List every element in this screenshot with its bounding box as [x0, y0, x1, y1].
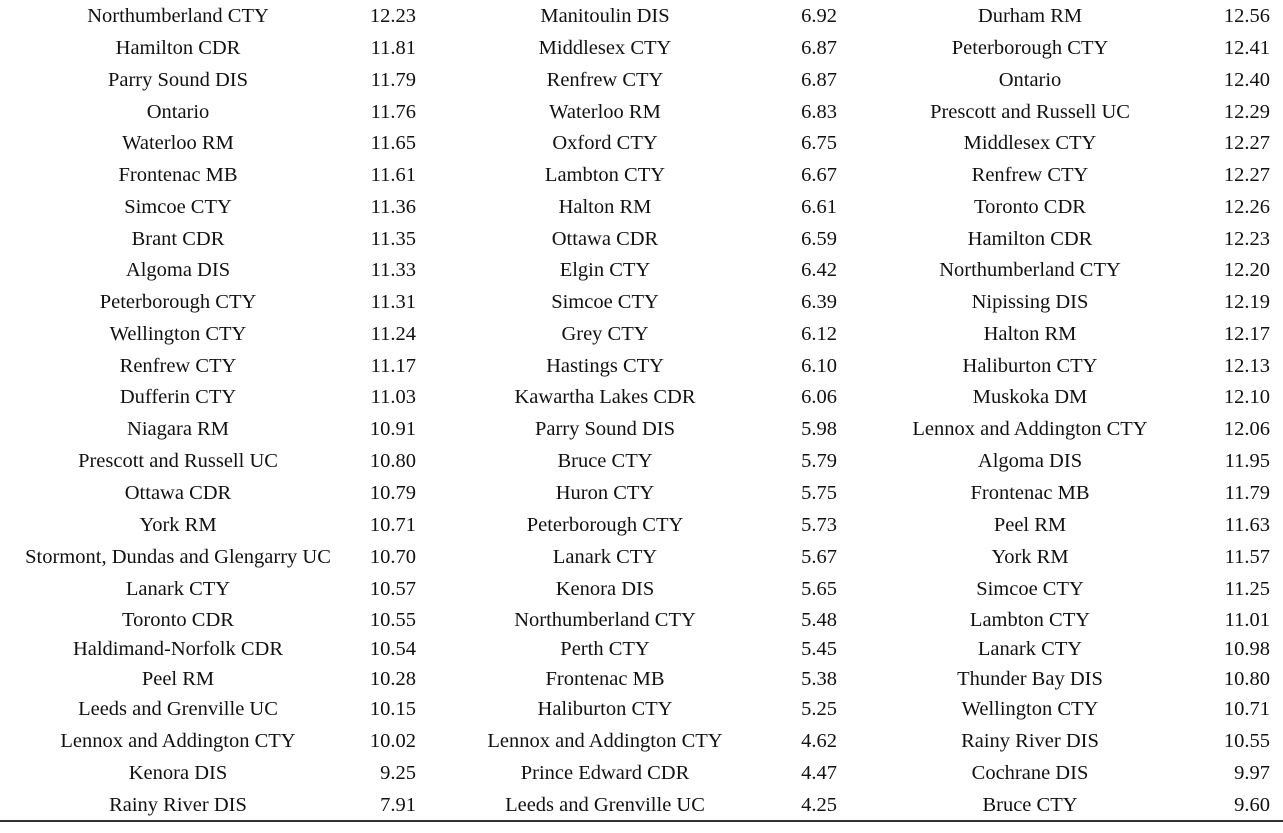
- region-value: 5.38: [801, 668, 837, 690]
- region-value: 10.71: [369, 514, 416, 536]
- region-name: Nipissing DIS: [971, 291, 1089, 313]
- region-name: Thunder Bay DIS: [957, 668, 1103, 690]
- region-name: Hamilton CDR: [115, 37, 241, 59]
- region-name: Kawartha Lakes CDR: [514, 386, 696, 408]
- region-name: York RM: [991, 546, 1069, 568]
- region-value: 5.75: [801, 482, 837, 504]
- table-row: [430, 757, 860, 789]
- region-value: 12.41: [1223, 37, 1270, 59]
- table-row: [430, 663, 860, 695]
- table-row: [430, 254, 860, 286]
- table-row: [860, 789, 1283, 821]
- region-value: 11.03: [370, 386, 416, 408]
- region-name: Peterborough CTY: [99, 291, 257, 313]
- region-name: Huron CTY: [555, 482, 655, 504]
- region-value: 5.48: [801, 609, 837, 631]
- region-name: Lennox and Addington CTY: [912, 418, 1148, 440]
- table-row: [860, 318, 1283, 350]
- table-row: [0, 64, 430, 96]
- table-row: [860, 127, 1283, 159]
- table-row: [430, 159, 860, 191]
- region-value: 6.42: [801, 259, 837, 281]
- table-row: [430, 477, 860, 509]
- region-value: 12.20: [1223, 259, 1270, 281]
- table-row: [0, 509, 430, 541]
- table-row: [860, 477, 1283, 509]
- region-name: Lanark CTY: [125, 578, 231, 600]
- region-value: 5.79: [801, 450, 837, 472]
- region-value: 5.45: [801, 638, 837, 660]
- table-row: [860, 509, 1283, 541]
- region-name: Ottawa CDR: [124, 482, 232, 504]
- region-value: 10.91: [369, 418, 416, 440]
- table-row: [430, 64, 860, 96]
- region-value: 6.75: [801, 132, 837, 154]
- region-name: Frontenac MB: [545, 668, 665, 690]
- region-name: Grey CTY: [561, 323, 649, 345]
- region-name: Wellington CTY: [961, 698, 1099, 720]
- table-row: [430, 191, 860, 223]
- region-value: 9.97: [1234, 762, 1270, 784]
- region-name: Cochrane DIS: [971, 762, 1089, 784]
- table-row: [860, 663, 1283, 695]
- region-name: Lennox and Addington CTY: [60, 730, 296, 752]
- region-name: Perth CTY: [560, 638, 650, 660]
- table-row: [430, 633, 860, 665]
- region-value: 6.12: [801, 323, 837, 345]
- region-name: Waterloo RM: [549, 101, 661, 123]
- table-row: [430, 725, 860, 757]
- region-name: Oxford CTY: [552, 132, 658, 154]
- table-row: [0, 633, 430, 665]
- table-row: [0, 223, 430, 255]
- region-name: Durham RM: [977, 5, 1083, 27]
- table-row: [430, 541, 860, 573]
- table-column-2: [430, 0, 860, 821]
- region-name: Muskoka DM: [972, 386, 1088, 408]
- region-value: 10.28: [369, 668, 416, 690]
- region-value: 11.57: [1224, 546, 1270, 568]
- region-name: Lambton CTY: [969, 609, 1091, 631]
- region-name: Rainy River DIS: [961, 730, 1099, 752]
- table-row: [430, 789, 860, 821]
- region-name: Middlesex CTY: [538, 37, 672, 59]
- region-value: 11.31: [370, 291, 416, 313]
- table-row: [430, 693, 860, 725]
- region-value: 11.17: [370, 355, 416, 377]
- table-row: [0, 663, 430, 695]
- region-value: 12.17: [1223, 323, 1270, 345]
- region-value: 9.25: [380, 762, 416, 784]
- table-row: [0, 413, 430, 445]
- table-row: [430, 445, 860, 477]
- region-name: Ottawa CDR: [551, 228, 659, 250]
- table-row: [430, 604, 860, 636]
- region-name: Algoma DIS: [977, 450, 1083, 472]
- region-value: 10.15: [369, 698, 416, 720]
- region-value: 11.95: [1224, 450, 1270, 472]
- region-name: Bruce CTY: [982, 794, 1078, 816]
- region-value: 12.26: [1223, 196, 1270, 218]
- table-row: [0, 191, 430, 223]
- region-value: 11.65: [370, 132, 416, 154]
- region-value: 10.70: [369, 546, 416, 568]
- region-value: 11.81: [370, 37, 416, 59]
- region-name: Lanark CTY: [977, 638, 1083, 660]
- table-bottom-rule: [0, 820, 1283, 822]
- region-name: Parry Sound DIS: [107, 69, 249, 91]
- region-value: 12.27: [1223, 132, 1270, 154]
- region-value: 12.29: [1223, 101, 1270, 123]
- region-name: Northumberland CTY: [939, 259, 1121, 281]
- region-value: 10.02: [369, 730, 416, 752]
- region-name: Northumberland CTY: [514, 609, 696, 631]
- region-name: Bruce CTY: [557, 450, 653, 472]
- region-name: Lambton CTY: [544, 164, 666, 186]
- region-name: Kenora DIS: [128, 762, 228, 784]
- table-row: [0, 381, 430, 413]
- region-value: 10.57: [369, 578, 416, 600]
- region-value: 12.56: [1223, 5, 1270, 27]
- table-row: [860, 757, 1283, 789]
- table-row: [860, 64, 1283, 96]
- region-value: 10.54: [369, 638, 416, 660]
- table-row: [860, 350, 1283, 382]
- table-row: [860, 604, 1283, 636]
- region-value: 6.87: [801, 69, 837, 91]
- region-name: Toronto CDR: [122, 609, 234, 631]
- table-row: [0, 693, 430, 725]
- region-name: Haliburton CTY: [962, 355, 1098, 377]
- table-row: [860, 0, 1283, 32]
- region-name: Prince Edward CDR: [520, 762, 690, 784]
- region-name: Prescott and Russell UC: [930, 101, 1130, 123]
- region-value: 4.25: [801, 794, 837, 816]
- region-value: 6.67: [801, 164, 837, 186]
- region-name: Wellington CTY: [109, 323, 247, 345]
- table-row: [0, 286, 430, 318]
- region-name: Peel RM: [993, 514, 1067, 536]
- region-value: 12.27: [1223, 164, 1270, 186]
- region-name: Simcoe CTY: [551, 291, 659, 313]
- table-row: [860, 693, 1283, 725]
- table-row: [0, 573, 430, 605]
- region-value: 5.73: [801, 514, 837, 536]
- region-value: 12.06: [1223, 418, 1270, 440]
- region-value: 11.36: [370, 196, 416, 218]
- region-value: 5.65: [801, 578, 837, 600]
- table-row: [860, 96, 1283, 128]
- table-row: [0, 604, 430, 636]
- region-value: 11.33: [370, 259, 416, 281]
- table-row: [0, 445, 430, 477]
- region-name: Toronto CDR: [974, 196, 1086, 218]
- table-row: [0, 789, 430, 821]
- region-value: 6.83: [801, 101, 837, 123]
- region-name: Brant CDR: [131, 228, 225, 250]
- region-name: Renfrew CTY: [119, 355, 237, 377]
- table-row: [0, 318, 430, 350]
- table-row: [0, 757, 430, 789]
- region-name: Dufferin CTY: [119, 386, 237, 408]
- region-name: Prescott and Russell UC: [78, 450, 278, 472]
- region-value: 10.80: [1223, 668, 1270, 690]
- table-row: [0, 159, 430, 191]
- table-row: [860, 573, 1283, 605]
- table-row: [0, 725, 430, 757]
- region-name: Northumberland CTY: [87, 5, 269, 27]
- region-name: Lennox and Addington CTY: [487, 730, 723, 752]
- table-row: [860, 223, 1283, 255]
- region-name: Middlesex CTY: [963, 132, 1097, 154]
- table-column-3: [860, 0, 1283, 821]
- region-name: Hamilton CDR: [967, 228, 1093, 250]
- region-value: 11.35: [370, 228, 416, 250]
- table-row: [430, 286, 860, 318]
- table-row: [430, 127, 860, 159]
- region-value: 11.79: [1224, 482, 1270, 504]
- region-name: Peel RM: [141, 668, 215, 690]
- region-name: Haldimand-Norfolk CDR: [72, 638, 284, 660]
- region-value: 6.92: [801, 5, 837, 27]
- region-name: Frontenac MB: [970, 482, 1090, 504]
- region-name: Niagara RM: [127, 418, 229, 440]
- region-name: Algoma DIS: [125, 259, 231, 281]
- region-name: Leeds and Grenville UC: [505, 794, 705, 816]
- region-value: 12.10: [1223, 386, 1270, 408]
- region-name: York RM: [139, 514, 217, 536]
- region-name: Haliburton CTY: [537, 698, 673, 720]
- region-name: Manitoulin DIS: [540, 5, 670, 27]
- region-value: 10.55: [1223, 730, 1270, 752]
- region-value: 12.13: [1223, 355, 1270, 377]
- table-row: [430, 96, 860, 128]
- region-name: Halton RM: [983, 323, 1077, 345]
- table-row: [430, 381, 860, 413]
- table-row: [0, 254, 430, 286]
- region-value: 11.61: [370, 164, 416, 186]
- region-name: Lanark CTY: [552, 546, 658, 568]
- region-name: Peterborough CTY: [951, 37, 1109, 59]
- table-row: [0, 0, 430, 32]
- table-row: [860, 286, 1283, 318]
- region-name: Simcoe CTY: [124, 196, 232, 218]
- table-row: [0, 96, 430, 128]
- table-row: [860, 725, 1283, 757]
- region-value: 11.24: [370, 323, 416, 345]
- region-value: 11.01: [1224, 609, 1270, 631]
- table-row: [860, 32, 1283, 64]
- table-row: [430, 573, 860, 605]
- region-value: 6.06: [801, 386, 837, 408]
- region-name: Halton RM: [558, 196, 652, 218]
- table-row: [860, 541, 1283, 573]
- region-value: 10.71: [1223, 698, 1270, 720]
- table-row: [430, 350, 860, 382]
- region-name: Rainy River DIS: [109, 794, 247, 816]
- region-value: 7.91: [380, 794, 416, 816]
- table-row: [860, 159, 1283, 191]
- table-row: [0, 541, 430, 573]
- table-row: [860, 413, 1283, 445]
- region-value: 9.60: [1234, 794, 1270, 816]
- region-name: Leeds and Grenville UC: [78, 698, 278, 720]
- region-name: Parry Sound DIS: [534, 418, 676, 440]
- table-row: [860, 633, 1283, 665]
- table-row: [430, 509, 860, 541]
- table-row: [430, 32, 860, 64]
- region-value: 10.79: [369, 482, 416, 504]
- table-row: [0, 127, 430, 159]
- region-name: Frontenac MB: [118, 164, 238, 186]
- region-name: Simcoe CTY: [976, 578, 1084, 600]
- region-value: 12.19: [1223, 291, 1270, 313]
- table-row: [430, 0, 860, 32]
- region-value: 5.25: [801, 698, 837, 720]
- region-name: Peterborough CTY: [526, 514, 684, 536]
- table-row: [430, 413, 860, 445]
- region-value: 6.10: [801, 355, 837, 377]
- region-name: Ontario: [146, 101, 210, 123]
- region-value: 6.59: [801, 228, 837, 250]
- region-value: 4.62: [801, 730, 837, 752]
- region-name: Hastings CTY: [546, 355, 664, 377]
- region-name: Stormont, Dundas and Glengarry UC: [25, 546, 331, 568]
- region-value: 6.87: [801, 37, 837, 59]
- table-row: [860, 381, 1283, 413]
- region-value: 10.80: [369, 450, 416, 472]
- table-row: [860, 254, 1283, 286]
- region-value: 12.40: [1223, 69, 1270, 91]
- region-name: Ontario: [998, 69, 1062, 91]
- region-value: 11.76: [370, 101, 416, 123]
- table-row: [430, 318, 860, 350]
- region-value: 5.98: [801, 418, 837, 440]
- region-value: 12.23: [1223, 228, 1270, 250]
- region-name: Waterloo RM: [122, 132, 234, 154]
- region-value: 10.55: [369, 609, 416, 631]
- table-row: [860, 445, 1283, 477]
- table-column-1: [0, 0, 430, 821]
- region-value: 6.61: [801, 196, 837, 218]
- region-value: 11.79: [370, 69, 416, 91]
- table-row: [860, 191, 1283, 223]
- region-value: 4.47: [801, 762, 837, 784]
- region-value: 10.98: [1223, 638, 1270, 660]
- table-row: [0, 477, 430, 509]
- region-value: 11.25: [1224, 578, 1270, 600]
- region-value: 6.39: [801, 291, 837, 313]
- region-name: Elgin CTY: [559, 259, 651, 281]
- table-row: [430, 223, 860, 255]
- region-name: Kenora DIS: [555, 578, 655, 600]
- region-value: 12.23: [369, 5, 416, 27]
- table-row: [0, 32, 430, 64]
- region-value: 11.63: [1224, 514, 1270, 536]
- region-value: 5.67: [801, 546, 837, 568]
- region-name: Renfrew CTY: [971, 164, 1089, 186]
- table-row: [0, 350, 430, 382]
- region-name: Renfrew CTY: [546, 69, 664, 91]
